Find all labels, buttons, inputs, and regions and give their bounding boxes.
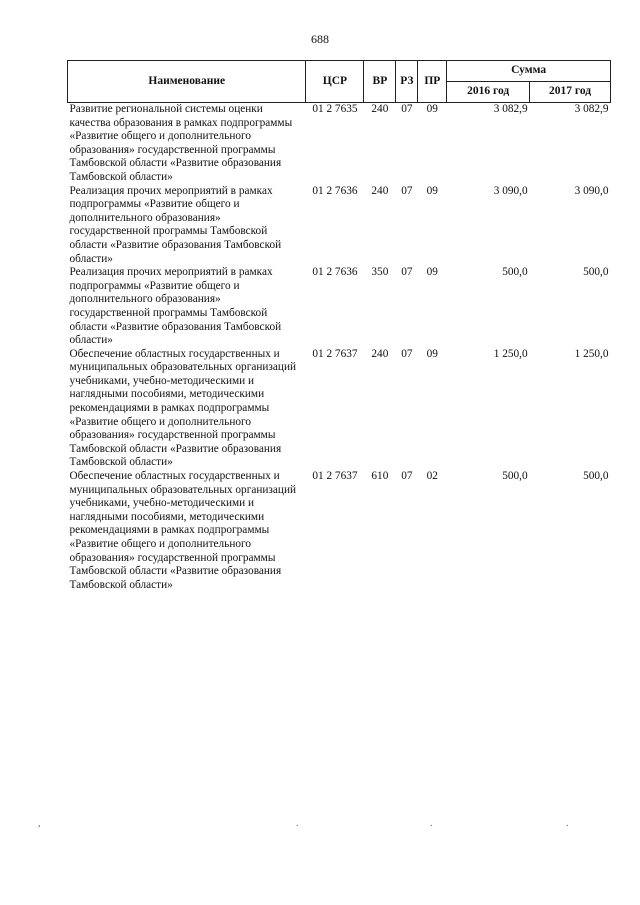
row-csr: 01 2 7637 [312, 470, 358, 483]
row-rz: 07 [401, 184, 413, 197]
row-pr: 09 [426, 347, 438, 360]
row-sum-2017: 3 090,0 [574, 184, 609, 197]
header-2016: 2016 год [447, 82, 530, 103]
row-pr: 09 [426, 103, 438, 115]
table-row [68, 185, 611, 267]
row-sum-2016: 3 090,0 [493, 184, 528, 197]
row-vr: 240 [371, 184, 389, 197]
row-name: Обеспечение областных государственных и муниципальных образовательных организаций учебниками, учебно-методическими и наглядными пособиями, методическими рекомендациями в рамках подпрограммы «Развитие общего и дополнительного образования» государственной программы Тамбовской области «Развитие образования Тамбовской области» [69, 470, 297, 591]
header-sum: Сумма [447, 61, 611, 82]
row-csr: 01 2 7635 [312, 103, 358, 115]
row-sum-2017: 3 082,9 [574, 103, 609, 115]
row-csr: 01 2 7637 [312, 347, 358, 360]
row-vr: 240 [371, 103, 389, 115]
row-sum-2017: 1 250,0 [574, 347, 609, 360]
table-row [68, 103, 611, 185]
row-sum-2016: 500,0 [502, 266, 528, 279]
scan-speck: . [430, 818, 433, 829]
row-rz: 07 [401, 347, 413, 360]
header-rz: РЗ [396, 61, 418, 103]
row-rz: 07 [401, 103, 413, 115]
row-name: Обеспечение областных государственных и муниципальных образовательных организаций учебниками, учебно-методическими и наглядными пособиями, методическими рекомендациями в рамках подпрограммы «Развитие общего и дополнительного образования» государственной программы Тамбовской области «Развитие образования Тамбовской области» [69, 347, 297, 469]
row-name: Реализация прочих мероприятий в рамках подпрограммы «Развитие общего и дополнительного образования» государственной программы Тамбовской области «Развитие образования Тамбовской области» [69, 184, 282, 265]
row-rz: 07 [401, 266, 413, 279]
header-csr: ЦСР [306, 61, 364, 103]
row-vr: 610 [371, 470, 389, 483]
row-vr: 350 [371, 266, 389, 279]
row-sum-2016: 3 082,9 [493, 103, 528, 115]
page-number: 688 [311, 32, 329, 46]
header-name: Наименование [68, 61, 306, 103]
scan-speck: . [296, 818, 299, 829]
row-pr: 09 [426, 184, 438, 197]
row-pr: 02 [426, 470, 438, 483]
row-name: Развитие региональной системы оценки качества образования в рамках подпрограммы «Развитие общего и дополнительного образования» государственной программы Тамбовской области «Развитие образования Тамбовской области» [69, 103, 293, 183]
row-sum-2017: 500,0 [583, 266, 609, 279]
row-vr: 240 [371, 347, 389, 360]
table-header [68, 61, 611, 103]
table-row [68, 266, 611, 348]
header-2017: 2017 год [530, 82, 611, 103]
row-sum-2017: 500,0 [583, 470, 609, 483]
row-name: Реализация прочих мероприятий в рамках подпрограммы «Развитие общего и дополнительного образования» государственной программы Тамбовской области «Развитие образования Тамбовской области» [69, 266, 282, 347]
row-pr: 09 [426, 266, 438, 279]
header-pr: ПР [418, 61, 447, 103]
scan-speck: . [566, 818, 569, 829]
table-body [68, 103, 611, 593]
row-sum-2016: 500,0 [502, 470, 528, 483]
header-vr: ВР [364, 61, 396, 103]
table-row [68, 348, 611, 470]
budget-table [67, 60, 611, 592]
row-sum-2016: 1 250,0 [493, 347, 528, 360]
row-rz: 07 [401, 470, 413, 483]
row-csr: 01 2 7636 [312, 266, 358, 279]
row-csr: 01 2 7636 [312, 184, 358, 197]
scan-speck: , [38, 818, 41, 829]
table-row [68, 470, 611, 592]
